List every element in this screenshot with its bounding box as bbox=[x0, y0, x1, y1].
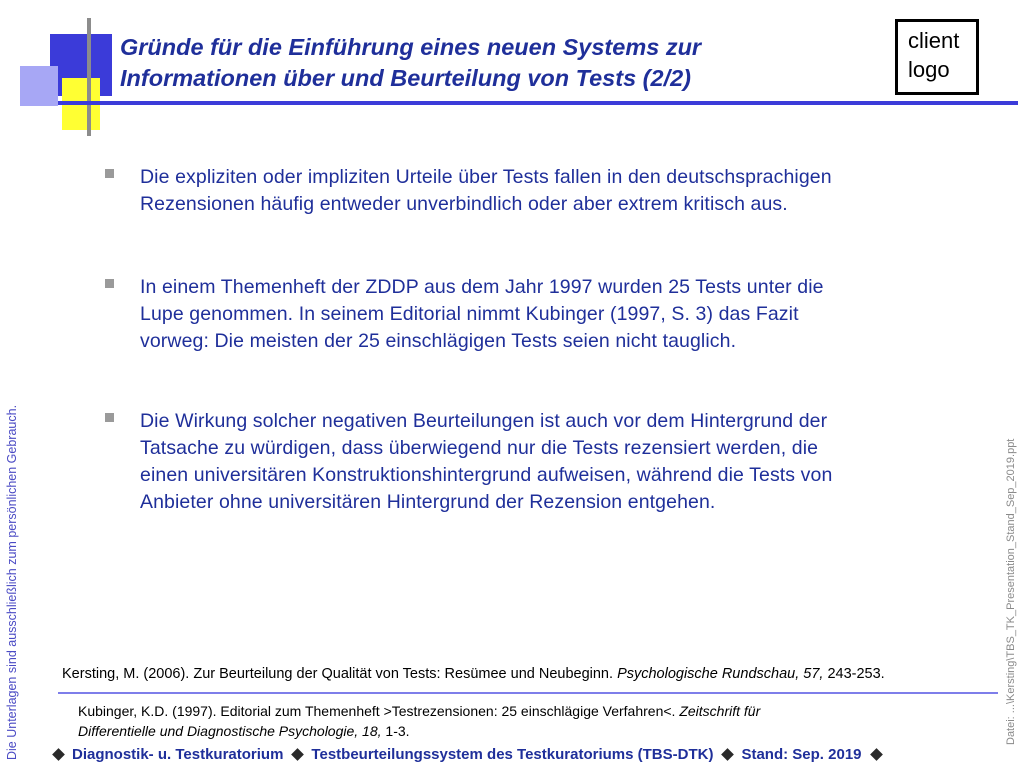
diamond-icon bbox=[52, 748, 65, 761]
bullet-paragraph-3 bbox=[140, 408, 970, 516]
reference-kubinger-pages: 1-3. bbox=[381, 723, 410, 739]
bullet-1-line: Rezensionen häufig entweder unverbindlich oder aber extrem kritisch aus. bbox=[140, 193, 788, 215]
bullet-3-line: einen universitären Konstruktionshintergrund aufweisen, während die Tests von bbox=[140, 464, 833, 486]
reference-kersting-journal: Psychologische Rundschau, 57, bbox=[617, 666, 824, 682]
bullet-2-line: vorweg: Die meisten der 25 einschlägigen Tests seien nicht tauglich. bbox=[140, 330, 737, 352]
reference-kersting-text: Kersting, M. (2006). Zur Beurteilung der Qualität von Tests: Resümee und Neubeginn. bbox=[62, 666, 618, 682]
client-logo-box bbox=[895, 19, 979, 95]
slide-title-line2: Informationen über und Beurteilung von Tests (2/2) bbox=[120, 65, 691, 91]
decor-vertical-line bbox=[87, 18, 91, 136]
bullet-paragraph-1 bbox=[140, 164, 970, 218]
bullet-3-line: Anbieter ohne universitären Hintergrund der Rezension entgehen. bbox=[140, 491, 716, 513]
reference-kubinger-journal-2: Differentielle und Diagnostische Psychologie, 18, bbox=[78, 723, 382, 739]
usage-notice: Die Unterlagen sind ausschließlich zum persönlichen Gebrauch. bbox=[5, 404, 19, 760]
footer-date: Stand: Sep. 2019 bbox=[741, 745, 862, 763]
slide-title-line1: Gründe für die Einführung eines neuen Systems zur bbox=[120, 34, 702, 60]
bullet-3-line: Tatsache zu würdigen, dass überwiegend nur die Tests rezensiert werden, die bbox=[140, 437, 819, 459]
title-underline bbox=[58, 101, 1018, 105]
bullet-2-line: Lupe genommen. In seinem Editorial nimmt Kubinger (1997, S. 3) das Fazit bbox=[140, 303, 799, 325]
file-path-label: Datei: ...\Kersting\TBS_TK_Presentation_Stand_Sep_2019.ppt bbox=[1005, 438, 1017, 745]
footer-system: Testbeurteilungssystem des Testkuratoriums (TBS-DTK) bbox=[311, 745, 714, 763]
logo-line1: client bbox=[908, 28, 960, 53]
diamond-icon bbox=[292, 748, 305, 761]
bullet-2-line: In einem Themenheft der ZDDP aus dem Jahr 1997 wurden 25 Tests unter die bbox=[140, 276, 824, 298]
slide-footer bbox=[48, 743, 988, 765]
bullet-square-icon bbox=[105, 279, 114, 288]
reference-kubinger-journal: Zeitschrift für bbox=[679, 703, 761, 719]
diamond-icon bbox=[722, 748, 735, 761]
bullet-paragraph-2 bbox=[140, 274, 970, 355]
reference-kersting-pages: 243-253. bbox=[823, 666, 885, 682]
reference-kubinger bbox=[78, 701, 760, 741]
decor-square-lightblue bbox=[20, 66, 58, 106]
bullet-3-line: Die Wirkung solcher negativen Beurteilungen ist auch vor dem Hintergrund der bbox=[140, 410, 828, 432]
reference-kubinger-text: Kubinger, K.D. (1997). Editorial zum Themenheft >Testrezensionen: 25 einschlägige Verfahren<. bbox=[78, 703, 680, 719]
slide-title bbox=[120, 32, 880, 94]
footer-org: Diagnostik- u. Testkuratorium bbox=[72, 745, 284, 763]
reference-kersting bbox=[62, 666, 885, 682]
bullet-square-icon bbox=[105, 413, 114, 422]
bullet-square-icon bbox=[105, 169, 114, 178]
logo-line2: logo bbox=[908, 57, 950, 82]
diamond-icon bbox=[870, 748, 883, 761]
bullet-1-line: Die expliziten oder impliziten Urteile über Tests fallen in den deutschsprachigen bbox=[140, 166, 832, 188]
reference-separator bbox=[58, 692, 998, 694]
